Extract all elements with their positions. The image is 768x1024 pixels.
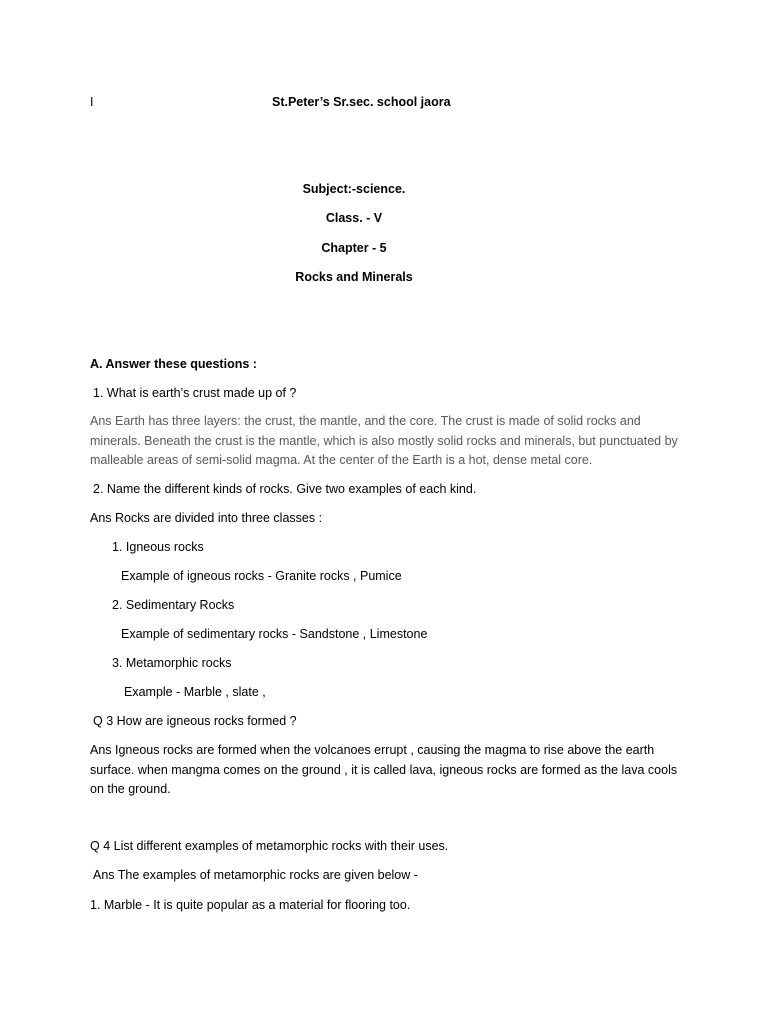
list-item: 1. Marble - It is quite popular as a material for flooring too.: [90, 898, 411, 912]
list-item: Example of igneous rocks - Granite rocks , Pumice: [121, 569, 402, 583]
question-3: Q 3 How are igneous rocks formed ?: [93, 714, 297, 728]
margin-mark: I: [90, 95, 94, 109]
question-4: Q 4 List different examples of metamorphic rocks with their uses.: [90, 839, 449, 853]
chapter-title: Rocks and Minerals: [295, 270, 413, 284]
answer-3: Ans Igneous rocks are formed when the volcanoes errupt , causing the magma to rise above the earth surface. when mangma comes on the ground , it is called lava, igneous rocks are formed as the lava cools on the ground.: [90, 743, 678, 796]
answer-2-intro: Ans Rocks are divided into three classes :: [90, 511, 323, 525]
list-item: 3. Metamorphic rocks: [112, 656, 232, 670]
question-1: 1. What is earth’s crust made up of ?: [93, 386, 297, 400]
school-name: St.Peter’s Sr.sec. school jaora: [272, 95, 451, 109]
list-item: Example of sedimentary rocks - Sandstone , Limestone: [121, 627, 428, 641]
list-item: Example - Marble , slate ,: [124, 685, 266, 699]
subject-line: Subject:-science.: [302, 182, 406, 196]
list-item: 1. Igneous rocks: [112, 540, 204, 554]
section-heading: A. Answer these questions :: [90, 357, 257, 371]
answer-1: Ans Earth has three layers: the crust, the mantle, and the core. The crust is made of solid rocks and minerals. Beneath the crust is the mantle, which is also mostly solid rocks and minerals, but punctuated by malleable areas of semi-solid magma. At the center of the Earth is a hot, dense metal core.: [90, 414, 678, 467]
chapter-line: Chapter - 5: [321, 241, 387, 255]
answer-4-intro: Ans The examples of metamorphic rocks are given below -: [93, 868, 418, 882]
question-2: 2. Name the different kinds of rocks. Give two examples of each kind.: [93, 482, 477, 496]
class-line: Class. - V: [325, 211, 383, 225]
list-item: 2. Sedimentary Rocks: [112, 598, 235, 612]
